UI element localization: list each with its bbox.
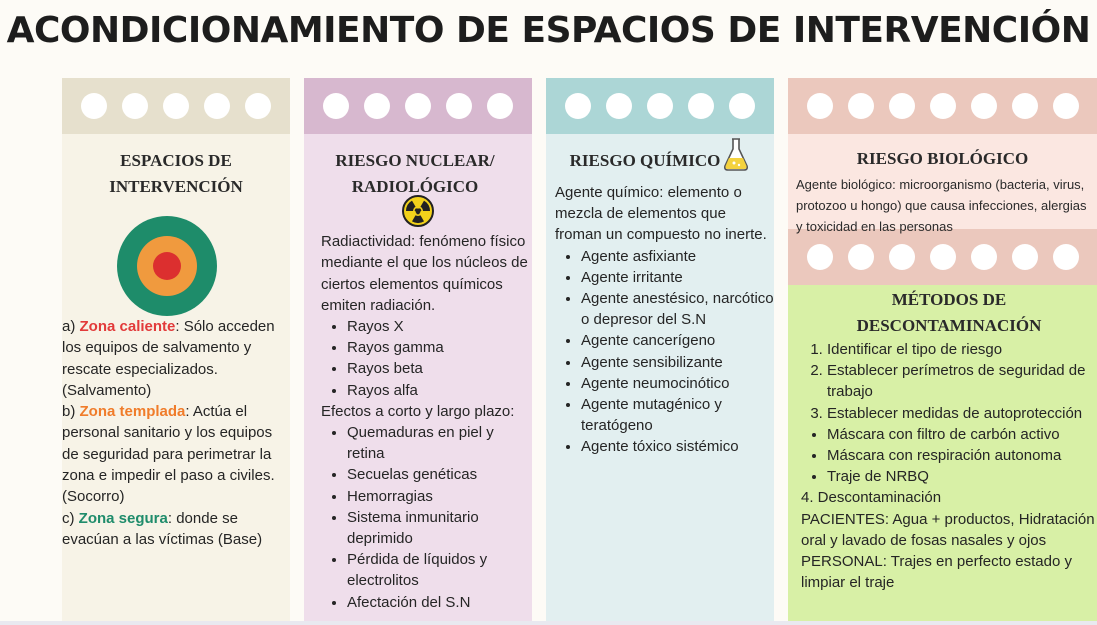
card-title: RIESGO QUÍMICO [546, 148, 774, 174]
binder-hole [245, 93, 271, 119]
card-title: RIESGO NUCLEAR/ RADIOLÓGICO [304, 148, 532, 227]
list-item: • Agente mutagénico y teratógeno [581, 394, 774, 436]
binder-hole [364, 93, 390, 119]
binder-hole [565, 93, 591, 119]
binder-hole [971, 93, 997, 119]
zone-name-hot: Zona caliente [79, 318, 176, 335]
card-biological-risk [788, 78, 1097, 625]
warm-zone-ring [137, 236, 197, 296]
list-item: • Quemaduras en piel y retina [347, 422, 532, 464]
binder-hole [1012, 244, 1038, 270]
list-item: 1. Identificar el tipo de riesgo [827, 339, 1097, 360]
staff-text: PERSONAL: Trajes en perfecto estado y limpiar el traje [801, 553, 1072, 592]
list-item: 2. Establecer perímetros de seguridad de trabajo [827, 360, 1097, 402]
card-header-dots [546, 78, 774, 134]
binder-hole [930, 244, 956, 270]
biological-definition: Agente biológico: microorganismo (bacteria, virus, protozoo u hongo) que causa infecciones, alergias y toxicidad en las personas [796, 177, 1087, 234]
list-item: • Traje de NRBQ [827, 466, 1097, 487]
binder-hole [405, 93, 431, 119]
chemical-content [546, 182, 774, 458]
list-item: • Rayos beta [347, 358, 532, 379]
binder-hole [606, 93, 632, 119]
card-header-dots [62, 78, 290, 134]
hot-zone-core [153, 252, 181, 280]
binder-hole [688, 93, 714, 119]
binder-hole [889, 244, 915, 270]
list-item: • Secuelas genéticas [347, 464, 532, 485]
list-item: 3. Establecer medidas de autoprotección [827, 403, 1097, 424]
list-item: • Pérdida de líquidos y electrolitos [347, 549, 532, 591]
rays-list [321, 316, 532, 401]
step-four: 4. Descontaminación [801, 489, 942, 507]
list-item: • Agente tóxico sistémico [581, 436, 774, 457]
binder-hole [1053, 93, 1079, 119]
card-header-dots [304, 78, 532, 134]
effects-label: Efectos a corto y largo plazo: [321, 402, 515, 420]
binder-hole [81, 93, 107, 119]
zone-name-safe: Zona segura [78, 509, 168, 527]
card-nuclear-risk [304, 78, 532, 625]
binder-hole [807, 244, 833, 270]
list-item: • Máscara con respiración autonoma [827, 445, 1097, 466]
list-item: • Máscara con filtro de carbón activo [827, 424, 1097, 445]
agents-list [555, 246, 774, 458]
card-intervention-spaces [62, 78, 290, 625]
binder-hole [971, 244, 997, 270]
list-item: • Agente irritante [581, 267, 774, 288]
flask-icon [722, 136, 750, 172]
list-item: • Rayos gamma [347, 337, 532, 358]
zones-list [62, 316, 290, 550]
card-header-dots [788, 78, 1097, 134]
binder-hole [204, 93, 230, 119]
list-item: • Agente cancerígeno [581, 330, 774, 351]
zones-target-icon [117, 216, 217, 316]
protection-list [801, 424, 1097, 488]
radioactivity-definition: Radiactividad: fenómeno físico mediante el que los núcleos de ciertos elementos químicos emiten radiación. [321, 233, 528, 314]
list-item: • Agente sensibilizante [581, 352, 774, 373]
zone-item-safe: c) Zona segura: donde se evacúan a las víctimas (Base) [62, 509, 263, 548]
binder-hole [1012, 93, 1038, 119]
page-title: ACONDICIONAMIENTO DE ESPACIOS DE INTERVENCIÓN [6, 10, 1091, 51]
list-item: • Agente anestésico, narcótico o depresor del S.N [581, 288, 774, 330]
binder-hole [647, 93, 673, 119]
binder-hole [1053, 244, 1079, 270]
card-title: RIESGO BIOLÓGICO [856, 149, 1029, 168]
binder-hole [487, 93, 513, 119]
list-item: • Rayos X [347, 316, 532, 337]
methods-content [801, 339, 1097, 593]
binder-hole [729, 93, 755, 119]
methods-title: MÉTODOS DE DESCONTAMINACIÓN [856, 290, 1042, 335]
binder-hole [163, 93, 189, 119]
card-title: ESPACIOS DE INTERVENCIÓN [109, 151, 243, 196]
binder-hole [807, 93, 833, 119]
decontamination-section [788, 287, 1097, 593]
chemical-definition: Agente químico: elemento o mezcla de elementos que froman un compuesto no inerte. [555, 184, 767, 244]
list-item: • Rayos alfa [347, 380, 532, 401]
bottom-strip [0, 621, 1097, 625]
list-item: • Agente neumocinótico [581, 373, 774, 394]
biological-section [788, 134, 1097, 234]
binder-hole [446, 93, 472, 119]
zone-name-warm: Zona templada [79, 403, 186, 421]
binder-hole [889, 93, 915, 119]
radiation-icon [402, 195, 434, 227]
list-item: • Agente asfixiante [581, 246, 774, 267]
binder-hole [848, 244, 874, 270]
card-header-dots [788, 229, 1097, 285]
zone-item-hot: a) Zona caliente: Sólo acceden los equipos de salvamento y rescate especializados. (Salvamento) [62, 318, 275, 399]
steps-list [801, 339, 1097, 424]
zone-item-warm: b) Zona templada: Actúa el personal sanitario y los equipos de seguridad para perimetrar la zona e impedir el paso a civiles. (Socorro) [62, 403, 275, 506]
binder-hole [848, 93, 874, 119]
binder-hole [323, 93, 349, 119]
list-item: • Afectación del S.N [347, 592, 532, 613]
effects-list [321, 422, 532, 613]
binder-hole [930, 93, 956, 119]
list-item: • Hemorragias [347, 486, 532, 507]
binder-hole [122, 93, 148, 119]
list-item: • Sistema inmunitario deprimido [347, 507, 532, 549]
nuclear-content [304, 231, 532, 613]
patients-text: PACIENTES: Agua + productos, Hidratación oral y lavado de fosas nasales y ojos [801, 510, 1095, 549]
card-chemical-risk [546, 78, 774, 625]
